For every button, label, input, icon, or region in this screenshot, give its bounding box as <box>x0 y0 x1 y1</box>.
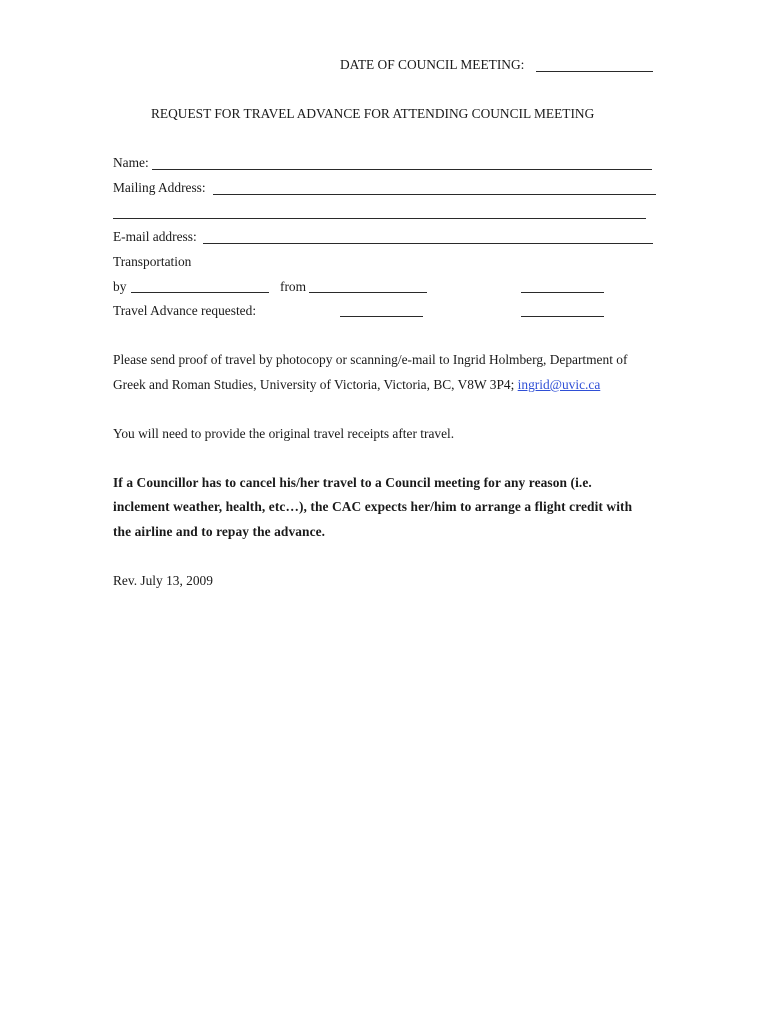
name-field[interactable] <box>152 169 652 170</box>
date-of-meeting-label: DATE OF COUNCIL MEETING: <box>340 57 525 72</box>
mailing-address-label: Mailing Address: <box>113 180 206 195</box>
transport-by-field[interactable] <box>131 292 269 293</box>
mailing-address-field[interactable] <box>213 194 656 195</box>
email-address-field[interactable] <box>203 243 653 244</box>
document-title: REQUEST FOR TRAVEL ADVANCE FOR ATTENDING COUNCIL MEETING <box>151 106 595 121</box>
transport-amount-field[interactable] <box>521 292 604 293</box>
transportation-label: Transportation <box>113 254 192 269</box>
receipts-note: You will need to provide the original travel receipts after travel. <box>113 426 455 441</box>
mailing-address-field-line-2[interactable] <box>113 218 646 219</box>
travel-advance-label: Travel Advance requested: <box>113 303 257 318</box>
from-label: from <box>280 279 307 294</box>
instructions-line-1: Please send proof of travel by photocopy or scanning/e-mail to Ingrid Holmberg, Department of <box>113 352 628 367</box>
by-label: by <box>113 279 127 294</box>
cancellation-note-line-2: inclement weather, health, etc…), the CAC expects her/him to arrange a flight credit with <box>113 499 633 514</box>
cancellation-note-line-3: the airline and to repay the advance. <box>113 524 326 539</box>
instructions-line-2 <box>113 377 600 393</box>
contact-email-link[interactable]: ingrid@uvic.ca <box>517 377 601 392</box>
cancellation-note-line-1: If a Councillor has to cancel his/her travel to a Council meeting for any reason (i.e. <box>113 475 592 490</box>
travel-advance-amount-field[interactable] <box>521 316 604 317</box>
email-address-label: E-mail address: <box>113 229 197 244</box>
revision-date: Rev. July 13, 2009 <box>113 573 213 588</box>
name-label: Name: <box>113 155 149 170</box>
instructions-address: Greek and Roman Studies, University of Victoria, Victoria, BC, V8W 3P4; <box>113 377 515 392</box>
travel-advance-field[interactable] <box>340 316 423 317</box>
date-of-meeting-field[interactable] <box>536 71 653 72</box>
transport-from-field[interactable] <box>309 292 427 293</box>
